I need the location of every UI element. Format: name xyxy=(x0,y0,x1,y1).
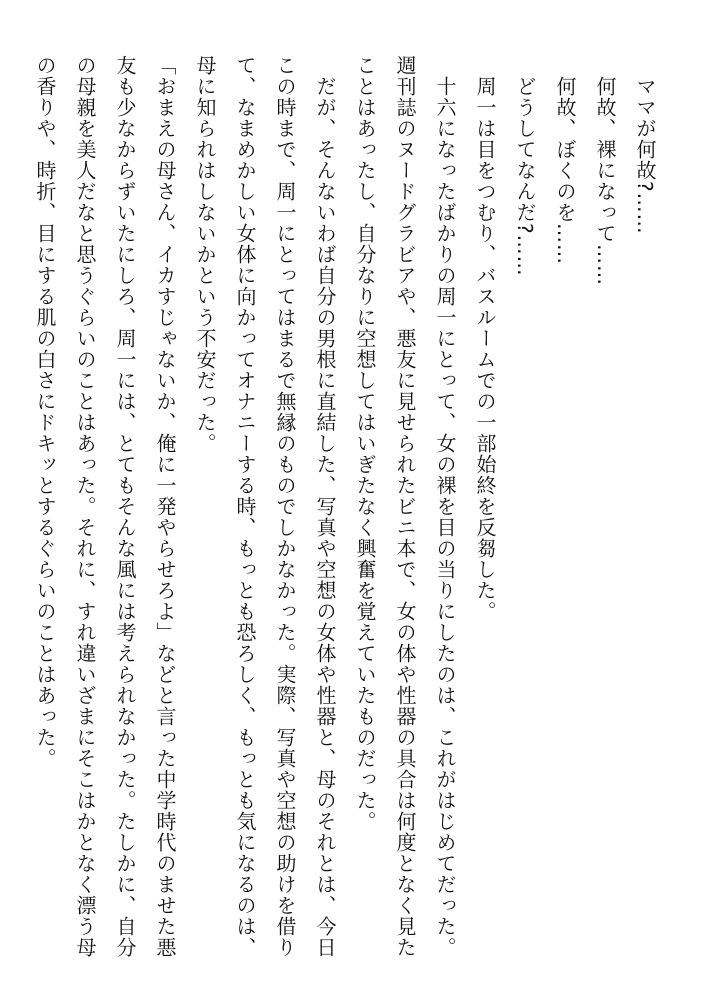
text-paragraph: どうしてなんだ?…… xyxy=(513,55,537,277)
text-paragraph: 「おまえの母さん、イカすじゃないか、俺に一発やらせろよ」などと言った中学時代のませた悪友も少なからずいたにしろ、周一には、とてもそんな風には考えられなかった。たしかに、自分の母親を美人だなと思うぐらいのことはあった。それに、すれ違いざまにそこはかとなく漂う母の香りや、時折、目にする肌の白さにドキッとするぐらいのことはあった。 xyxy=(33,55,177,958)
text-paragraph: 周一は目をつむり、バスルームでの一部始終を反芻した。 xyxy=(473,55,497,622)
text-paragraph: 何故、ぼくのを…… xyxy=(553,55,577,265)
vertical-text-body xyxy=(25,55,665,975)
text-paragraph: 十六になったばかりの周一にとって、女の裸を目の当りにしたのは、これがはじめてだった。週刊誌のヌードグラビアや、悪友に見せられたビニ本で、女の体や性器の具合は何度となく見たことはあったし、自分なりに空想してはいぎたなく興奮を覚えていたものだった。 xyxy=(353,55,457,958)
text-paragraph: だが、そんないわば自分の男根に直結した、写真や空想の女体や性器と、母のそれとは、今日この時まで、周一にとってはまるで無縁のものでしかなかった。実際、写真や空想の助けを借りて、なまめかしい女体に向かってオナニーする時、もっとも恐ろしく、もっとも気になるのは、母に知られはしないかという不安だった。 xyxy=(193,55,337,958)
text-paragraph: ママが何故?…… xyxy=(633,55,657,235)
text-paragraph: 何故、裸になって…… xyxy=(593,55,617,286)
